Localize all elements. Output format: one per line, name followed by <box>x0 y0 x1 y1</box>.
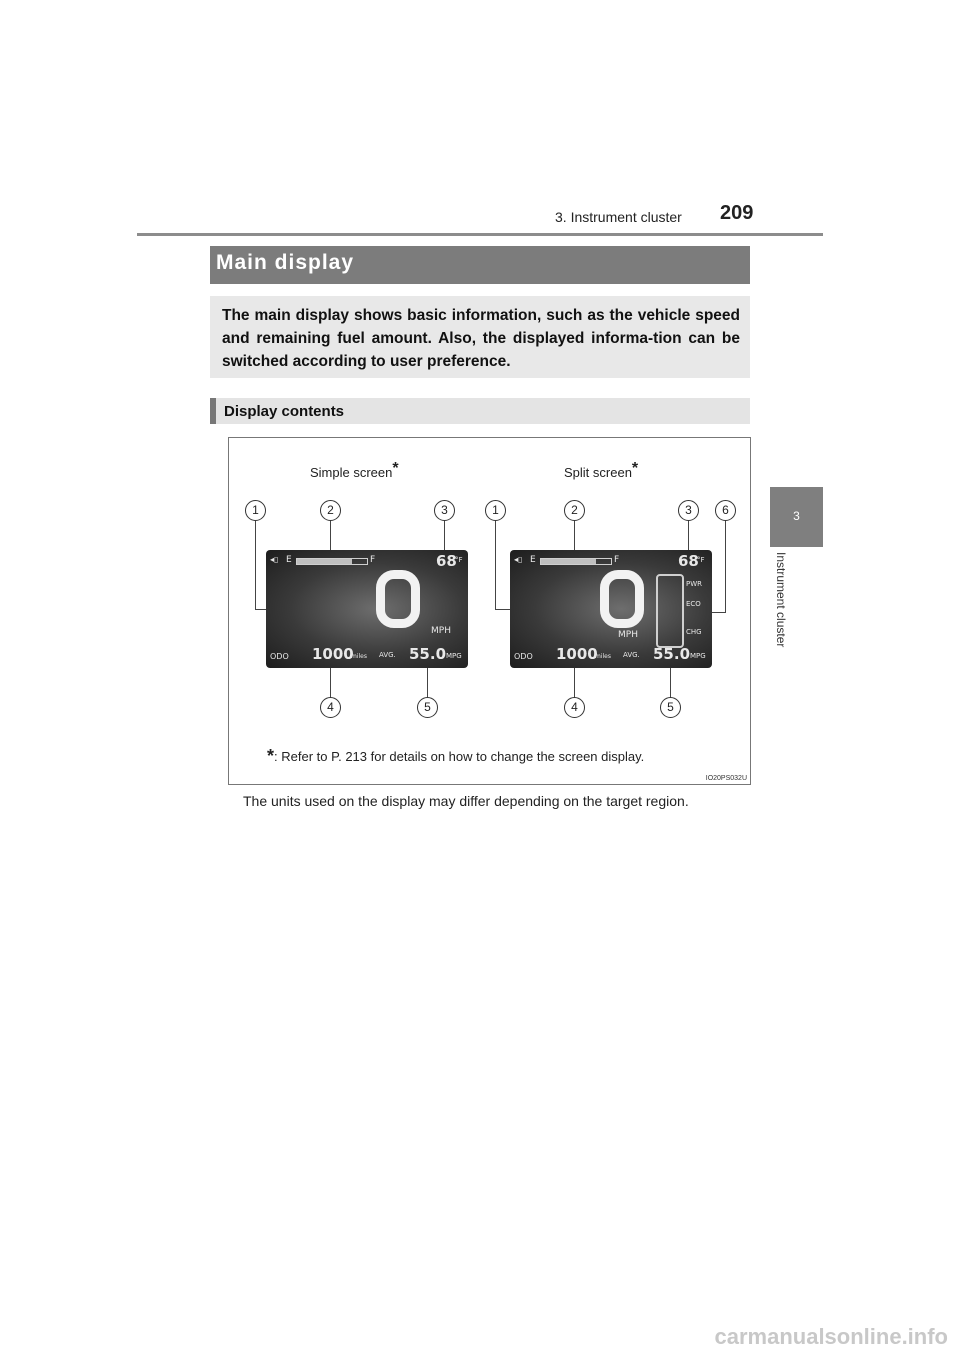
simple-screen-display <box>266 550 468 668</box>
asterisk-mark: * <box>267 746 275 766</box>
units-note: The units used on the display may differ depending on the target region. <box>243 793 689 809</box>
avg-unit: MPG <box>446 652 462 660</box>
header-rule <box>137 233 823 236</box>
callout-2: 2 <box>564 500 585 521</box>
fuel-e-label: E <box>530 555 536 565</box>
figure-footnote <box>267 746 644 767</box>
pwr-label: PWR <box>686 580 703 588</box>
figure-footnote-text: : Refer to P. 213 for details on how to change the screen display. <box>274 749 645 764</box>
fuel-gauge-fill <box>297 559 352 564</box>
main-heading: Main display <box>216 251 355 274</box>
split-screen-title <box>564 460 638 480</box>
chapter-label <box>772 552 792 672</box>
callout-4: 4 <box>564 697 585 718</box>
callout-2: 2 <box>320 500 341 521</box>
asterisk-mark: * <box>631 460 639 477</box>
eco-label: ECO <box>686 600 701 608</box>
leader-line <box>725 520 726 612</box>
sub-heading-bar <box>210 398 750 424</box>
outside-temperature: 68 <box>678 552 699 570</box>
outside-temperature: 68 <box>436 552 457 570</box>
odometer-value: 1000 <box>312 645 354 663</box>
callout-4: 4 <box>320 697 341 718</box>
avg-label: AVG. <box>379 651 396 659</box>
chapter-number: 3 <box>793 509 800 523</box>
avg-fuel-economy: 55.0 <box>653 645 691 663</box>
speedometer-digit <box>376 570 420 628</box>
odometer-unit: miles <box>351 653 367 660</box>
callout-6: 6 <box>715 500 736 521</box>
fuel-gauge-bar <box>296 558 368 565</box>
odo-label: ODO <box>270 652 289 661</box>
speedometer-digit <box>600 570 644 628</box>
odometer-unit: miles <box>595 653 611 660</box>
callout-1: 1 <box>485 500 506 521</box>
temperature-unit: °F <box>455 556 463 564</box>
main-heading-bar <box>210 246 750 284</box>
sub-heading-accent <box>210 398 216 424</box>
leader-line <box>495 520 496 609</box>
page-number: 209 <box>720 202 754 224</box>
intro-text: The main display shows basic information, such as the vehicle speed and remaining fuel amount. Also, the displayed informa-tion can be switched according to user preference. <box>222 307 740 370</box>
chapter-label-text: Instrument cluster <box>774 552 788 648</box>
fuel-f-label: F <box>370 555 376 565</box>
fuel-gauge-fill <box>541 559 596 564</box>
callout-3: 3 <box>678 500 699 521</box>
hybrid-system-indicator <box>656 574 684 648</box>
leader-line <box>255 520 256 609</box>
callout-3: 3 <box>434 500 455 521</box>
fuel-gauge-bar <box>540 558 612 565</box>
sub-heading: Display contents <box>224 403 345 420</box>
display-figure <box>228 437 751 785</box>
intro-box <box>210 296 750 378</box>
fuel-pump-icon: ◂▯ <box>270 555 279 564</box>
split-screen-title-text: Split screen <box>564 465 632 480</box>
callout-5: 5 <box>417 697 438 718</box>
speed-unit: MPH <box>618 630 638 640</box>
chapter-tab <box>770 487 823 547</box>
avg-fuel-economy: 55.0 <box>409 645 447 663</box>
odometer-value: 1000 <box>556 645 598 663</box>
fuel-f-label: F <box>614 555 620 565</box>
header-section: 3. Instrument cluster <box>555 209 682 225</box>
fuel-pump-icon: ◂▯ <box>514 555 523 564</box>
simple-screen-title-text: Simple screen <box>310 465 393 480</box>
asterisk-mark: * <box>392 460 399 477</box>
simple-screen-title <box>310 460 399 480</box>
site-watermark: carmanualsonline.info <box>714 1324 948 1349</box>
avg-unit: MPG <box>690 652 706 660</box>
chg-label: CHG <box>686 628 702 636</box>
odo-label: ODO <box>514 652 533 661</box>
figure-code: IO20PS032U <box>705 775 747 782</box>
callout-5: 5 <box>660 697 681 718</box>
avg-label: AVG. <box>623 651 640 659</box>
split-screen-display <box>510 550 712 668</box>
fuel-e-label: E <box>286 555 292 565</box>
callout-1: 1 <box>245 500 266 521</box>
temperature-unit: °F <box>697 556 705 564</box>
speed-unit: MPH <box>431 626 451 636</box>
